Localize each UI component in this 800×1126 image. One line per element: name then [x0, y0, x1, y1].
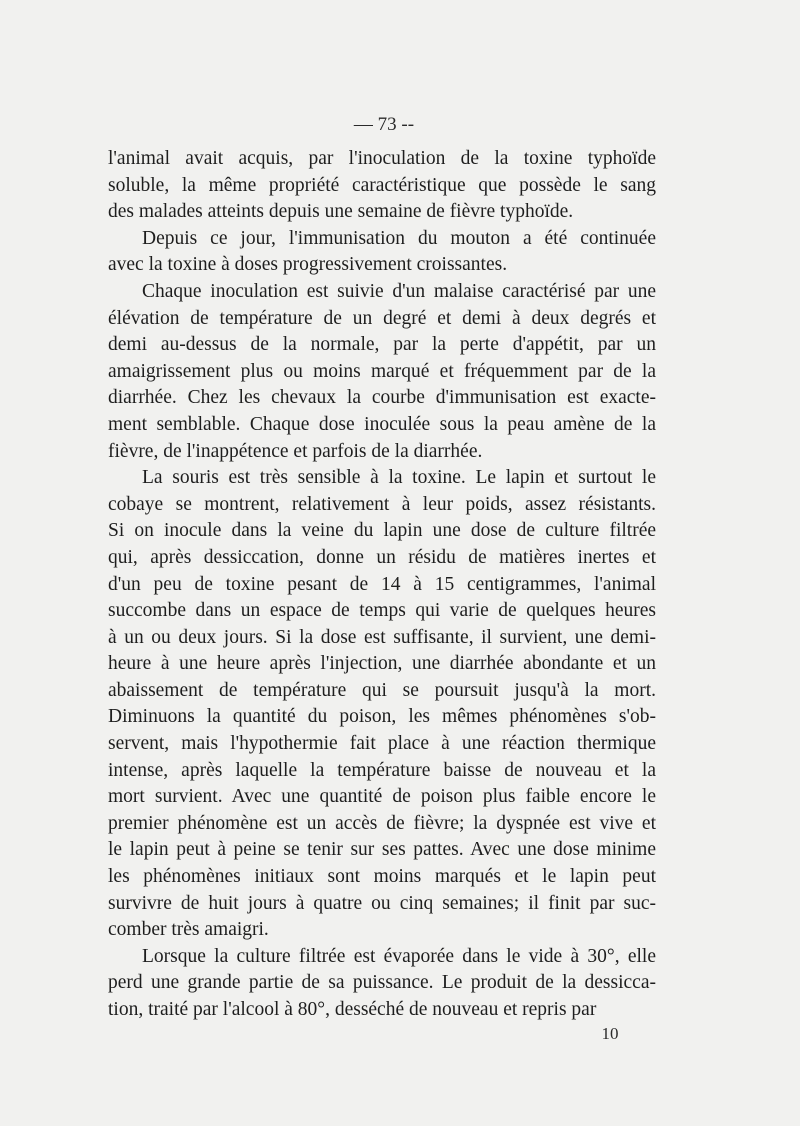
text-line: fièvre, de l'inappétence et parfois de la diarrhée. — [108, 440, 483, 462]
text-line: d'un peu de toxine pesant de 14 à 15 centigrammes, l'animal — [108, 573, 656, 595]
body-text — [108, 146, 656, 1024]
text-line: amaigrissement plus ou moins marqué et fréquemment par de la — [108, 360, 656, 382]
text-line: tion, traité par l'alcool à 80°, desséché de nouveau et repris par — [108, 999, 597, 1020]
text-line: La souris est très sensible à la toxine. Le lapin et surtout le — [142, 467, 656, 489]
text-line: perd une grande partie de sa puissance. Le produit de la dessicca- — [108, 972, 656, 994]
paragraph — [108, 146, 656, 226]
paragraph — [108, 279, 656, 465]
text-line: les phénomènes initiaux sont moins marqués et le lapin peut — [108, 866, 656, 888]
text-line: cobaye se montrent, relativement à leur poids, assez résistants. — [108, 493, 656, 515]
page-number: — 73 -- — [353, 114, 415, 135]
text-line: mort survient. Avec une quantité de poison plus faible encore le — [108, 786, 656, 808]
text-line: à un ou deux jours. Si la dose est suffisante, il survient, une demi- — [108, 626, 656, 648]
text-line: Lorsque la culture filtrée est évaporée dans le vide à 30°, elle — [142, 945, 656, 967]
text-line: des malades atteints depuis une semaine de fièvre typhoïde. — [108, 201, 574, 223]
paragraph — [108, 944, 656, 1024]
text-line: demi au-dessus de la normale, par la perte d'appétit, par un — [108, 334, 656, 356]
paragraph — [108, 226, 656, 279]
text-line: qui, après dessiccation, donne un résidu de matières inertes et — [108, 546, 656, 568]
text-line: soluble, la même propriété caractéristique que possède le sang — [108, 174, 656, 196]
text-line: élévation de température de un degré et demi à deux degrés et — [108, 307, 656, 329]
text-line: comber très amaigri. — [108, 919, 269, 941]
text-line: Chaque inoculation est suivie d'un malaise caractérisé par une — [142, 280, 656, 302]
text-line: survivre de huit jours à quatre ou cinq semaines; il finit par suc- — [108, 892, 656, 914]
text-line: Si on inocule dans la veine du lapin une dose de culture filtrée — [108, 520, 656, 542]
text-line: l'animal avait acquis, par l'inoculation de la toxine typhoïde — [108, 148, 656, 169]
text-line: premier phénomène est un accès de fièvre; la dyspnée est vive et — [108, 812, 656, 834]
text-line: succombe dans un espace de temps qui varie de quelques heures — [108, 600, 656, 622]
paragraph — [108, 465, 656, 944]
text-line: Diminuons la quantité du poison, les mêmes phénomènes s'ob- — [108, 706, 656, 728]
text-line: abaissement de température qui se poursuit jusqu'à la mort. — [108, 679, 656, 701]
text-line: Depuis ce jour, l'immunisation du mouton a été continuée — [142, 227, 656, 249]
text-line: intense, après laquelle la température baisse de nouveau et la — [108, 759, 656, 781]
text-line: diarrhée. Chez les chevaux la courbe d'immunisation est exacte- — [108, 387, 656, 409]
text-line: avec la toxine à doses progressivement croissantes. — [108, 254, 508, 276]
signature-mark: 10 — [601, 1024, 619, 1043]
text-line: heure à une heure après l'injection, une diarrhée abondante et un — [108, 653, 656, 675]
text-line: le lapin peut à peine se tenir sur ses pattes. Avec une dose minime — [108, 839, 656, 861]
text-line: ment semblable. Chaque dose inoculée sous la peau amène de la — [108, 413, 656, 435]
text-line: servent, mais l'hypothermie fait place à une réaction thermique — [108, 733, 656, 755]
